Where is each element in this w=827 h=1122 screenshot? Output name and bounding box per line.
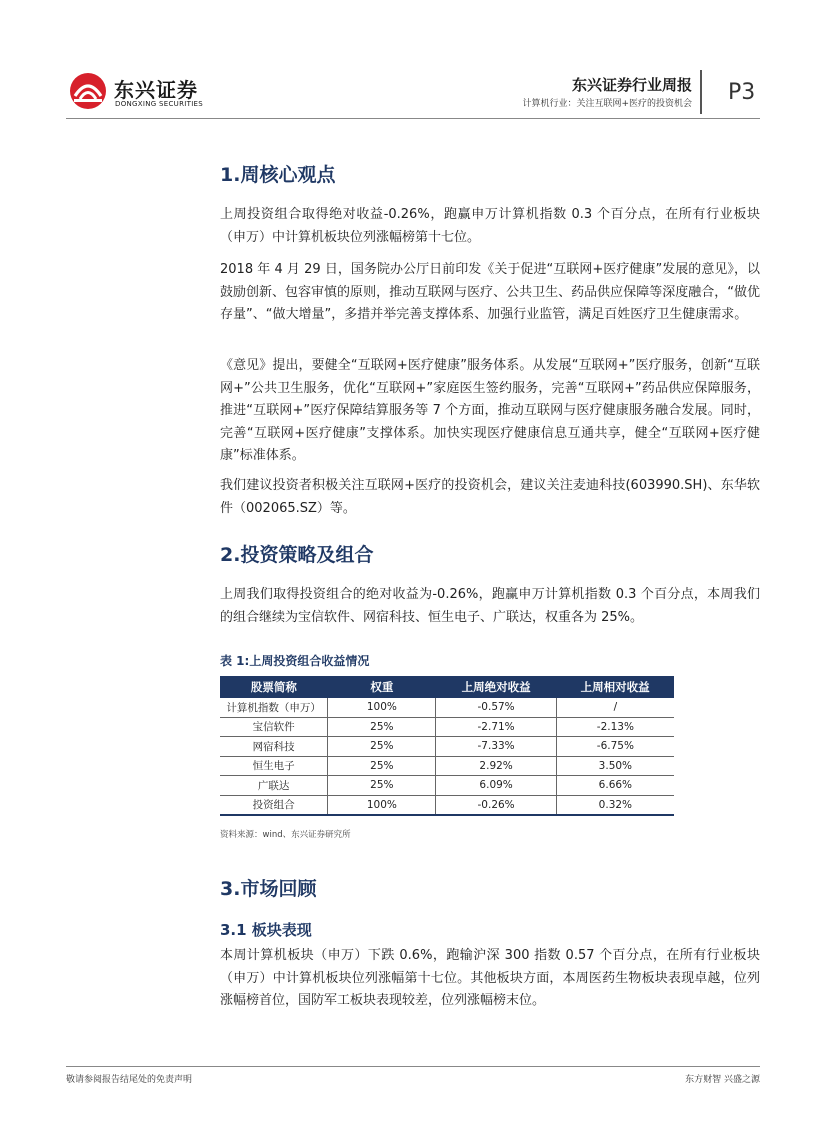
table-cell: -2.13% bbox=[556, 717, 674, 737]
section-1-paragraph-1: 上周投资组合取得绝对收益-0.26%，跑赢申万计算机指数 0.3 个百分点，在所有行业板块（申万）中计算机板块位列涨幅榜第十七位。 bbox=[220, 207, 760, 245]
table-cell: 广联达 bbox=[220, 776, 328, 796]
report-subtitle: 计算机行业：关注互联网+医疗的投资机会 bbox=[522, 99, 692, 109]
header-divider bbox=[700, 70, 702, 114]
table-cell: 6.09% bbox=[436, 776, 556, 796]
table-cell: 0.32% bbox=[556, 795, 674, 815]
section-2-heading: 2.投资策略及组合 bbox=[220, 544, 374, 566]
table-cell: 25% bbox=[328, 717, 436, 737]
table-cell: 25% bbox=[328, 737, 436, 757]
section-1-paragraph-3: 《意见》提出，要健全“互联网+医疗健康”服务体系。从发展“互联网+”医疗服务，创新“互联网+”公共卫生服务，优化“互联网+”家庭医生签约服务，完善“互联网+”药品供应保障服务，推进“互联网+”医疗保障结算服务等 7 个方面，推动互联网与医疗健康服务融合发展。同时，完善“互联网+医疗健康”支撑体系。加快实现医疗健康信息互通共享，健全“互联网+医疗健康”标准体系。 bbox=[220, 358, 760, 463]
table-cell: 25% bbox=[328, 756, 436, 776]
table-row bbox=[220, 756, 674, 776]
table-row bbox=[220, 717, 674, 737]
dongxing-logo-icon bbox=[68, 72, 108, 110]
table-cell: 100% bbox=[328, 795, 436, 815]
table-row bbox=[220, 698, 674, 717]
table-1-title: 表 1:上周投资组合收益情况 bbox=[220, 654, 370, 668]
table-row bbox=[220, 776, 674, 796]
section-3-paragraph-1: 本周计算机板块（申万）下跌 0.6%，跑输沪深 300 指数 0.57 个百分点，在所有行业板块（申万）中计算机板块位列涨幅第十七位。其他板块方面，本周医药生物板块表现卓越，位列涨幅榜首位，国防军工板块表现较差，位列涨幅榜末位。 bbox=[220, 948, 760, 1008]
table-cell: / bbox=[556, 698, 674, 717]
table-cell: -7.33% bbox=[436, 737, 556, 757]
table-cell: 网宿科技 bbox=[220, 737, 328, 757]
report-title: 东兴证券行业周报 bbox=[571, 76, 692, 94]
footer-disclaimer: 敬请参阅报告结尾处的免责声明 bbox=[66, 1075, 193, 1085]
table-cell: 6.66% bbox=[556, 776, 674, 796]
column-header: 权重 bbox=[328, 676, 436, 698]
column-header: 上周绝对收益 bbox=[436, 676, 556, 698]
table-cell: 恒生电子 bbox=[220, 756, 328, 776]
table-header-row bbox=[220, 676, 674, 698]
portfolio-returns-table bbox=[220, 676, 674, 816]
column-header: 上周相对收益 bbox=[556, 676, 674, 698]
logo-english-name: DONGXING SECURITIES bbox=[115, 100, 204, 108]
table-cell: 投资组合 bbox=[220, 795, 328, 815]
logo-chinese-name: 东兴证券 bbox=[114, 78, 198, 102]
page-number: P3 bbox=[728, 80, 756, 105]
section-1-paragraph-4: 我们建议投资者积极关注互联网+医疗的投资机会，建议关注麦迪科技(603990.SH)、东华软件（002065.SZ）等。 bbox=[220, 478, 760, 516]
column-header: 股票简称 bbox=[220, 676, 328, 698]
footer-rule bbox=[66, 1066, 760, 1067]
section-3-1-heading: 3.1 板块表现 bbox=[220, 921, 312, 939]
footer-slogan: 东方财智 兴盛之源 bbox=[685, 1075, 760, 1085]
section-2-paragraph-1: 上周我们取得投资组合的绝对收益为-0.26%，跑赢申万计算机指数 0.3 个百分点，本周我们的组合继续为宝信软件、网宿科技、恒生电子、广联达，权重各为 25%。 bbox=[220, 587, 760, 625]
table-1-source: 资料来源：wind、东兴证券研究所 bbox=[220, 830, 351, 840]
section-3-heading: 3.市场回顾 bbox=[220, 878, 317, 900]
table-cell: 25% bbox=[328, 776, 436, 796]
table-cell: -2.71% bbox=[436, 717, 556, 737]
table-cell: 2.92% bbox=[436, 756, 556, 776]
table-cell: 3.50% bbox=[556, 756, 674, 776]
table-row bbox=[220, 737, 674, 757]
section-1-heading: 1.周核心观点 bbox=[220, 164, 336, 186]
section-1-paragraph-2: 2018 年 4 月 29 日，国务院办公厅日前印发《关于促进“互联网+医疗健康”发展的意见》，以鼓励创新、包容审慎的原则，推动互联网与医疗、公共卫生、药品供应保障等深度融合，“做优存量”、“做大增量”，多措并举完善支撑体系、加强行业监管，满足百姓医疗卫生健康需求。 bbox=[220, 262, 760, 322]
table-cell: 100% bbox=[328, 698, 436, 717]
table-row bbox=[220, 795, 674, 815]
header-rule bbox=[66, 118, 760, 119]
table-cell: -6.75% bbox=[556, 737, 674, 757]
table-cell: 宝信软件 bbox=[220, 717, 328, 737]
table-cell: 计算机指数（申万） bbox=[220, 698, 328, 717]
table-cell: -0.57% bbox=[436, 698, 556, 717]
table-cell: -0.26% bbox=[436, 795, 556, 815]
